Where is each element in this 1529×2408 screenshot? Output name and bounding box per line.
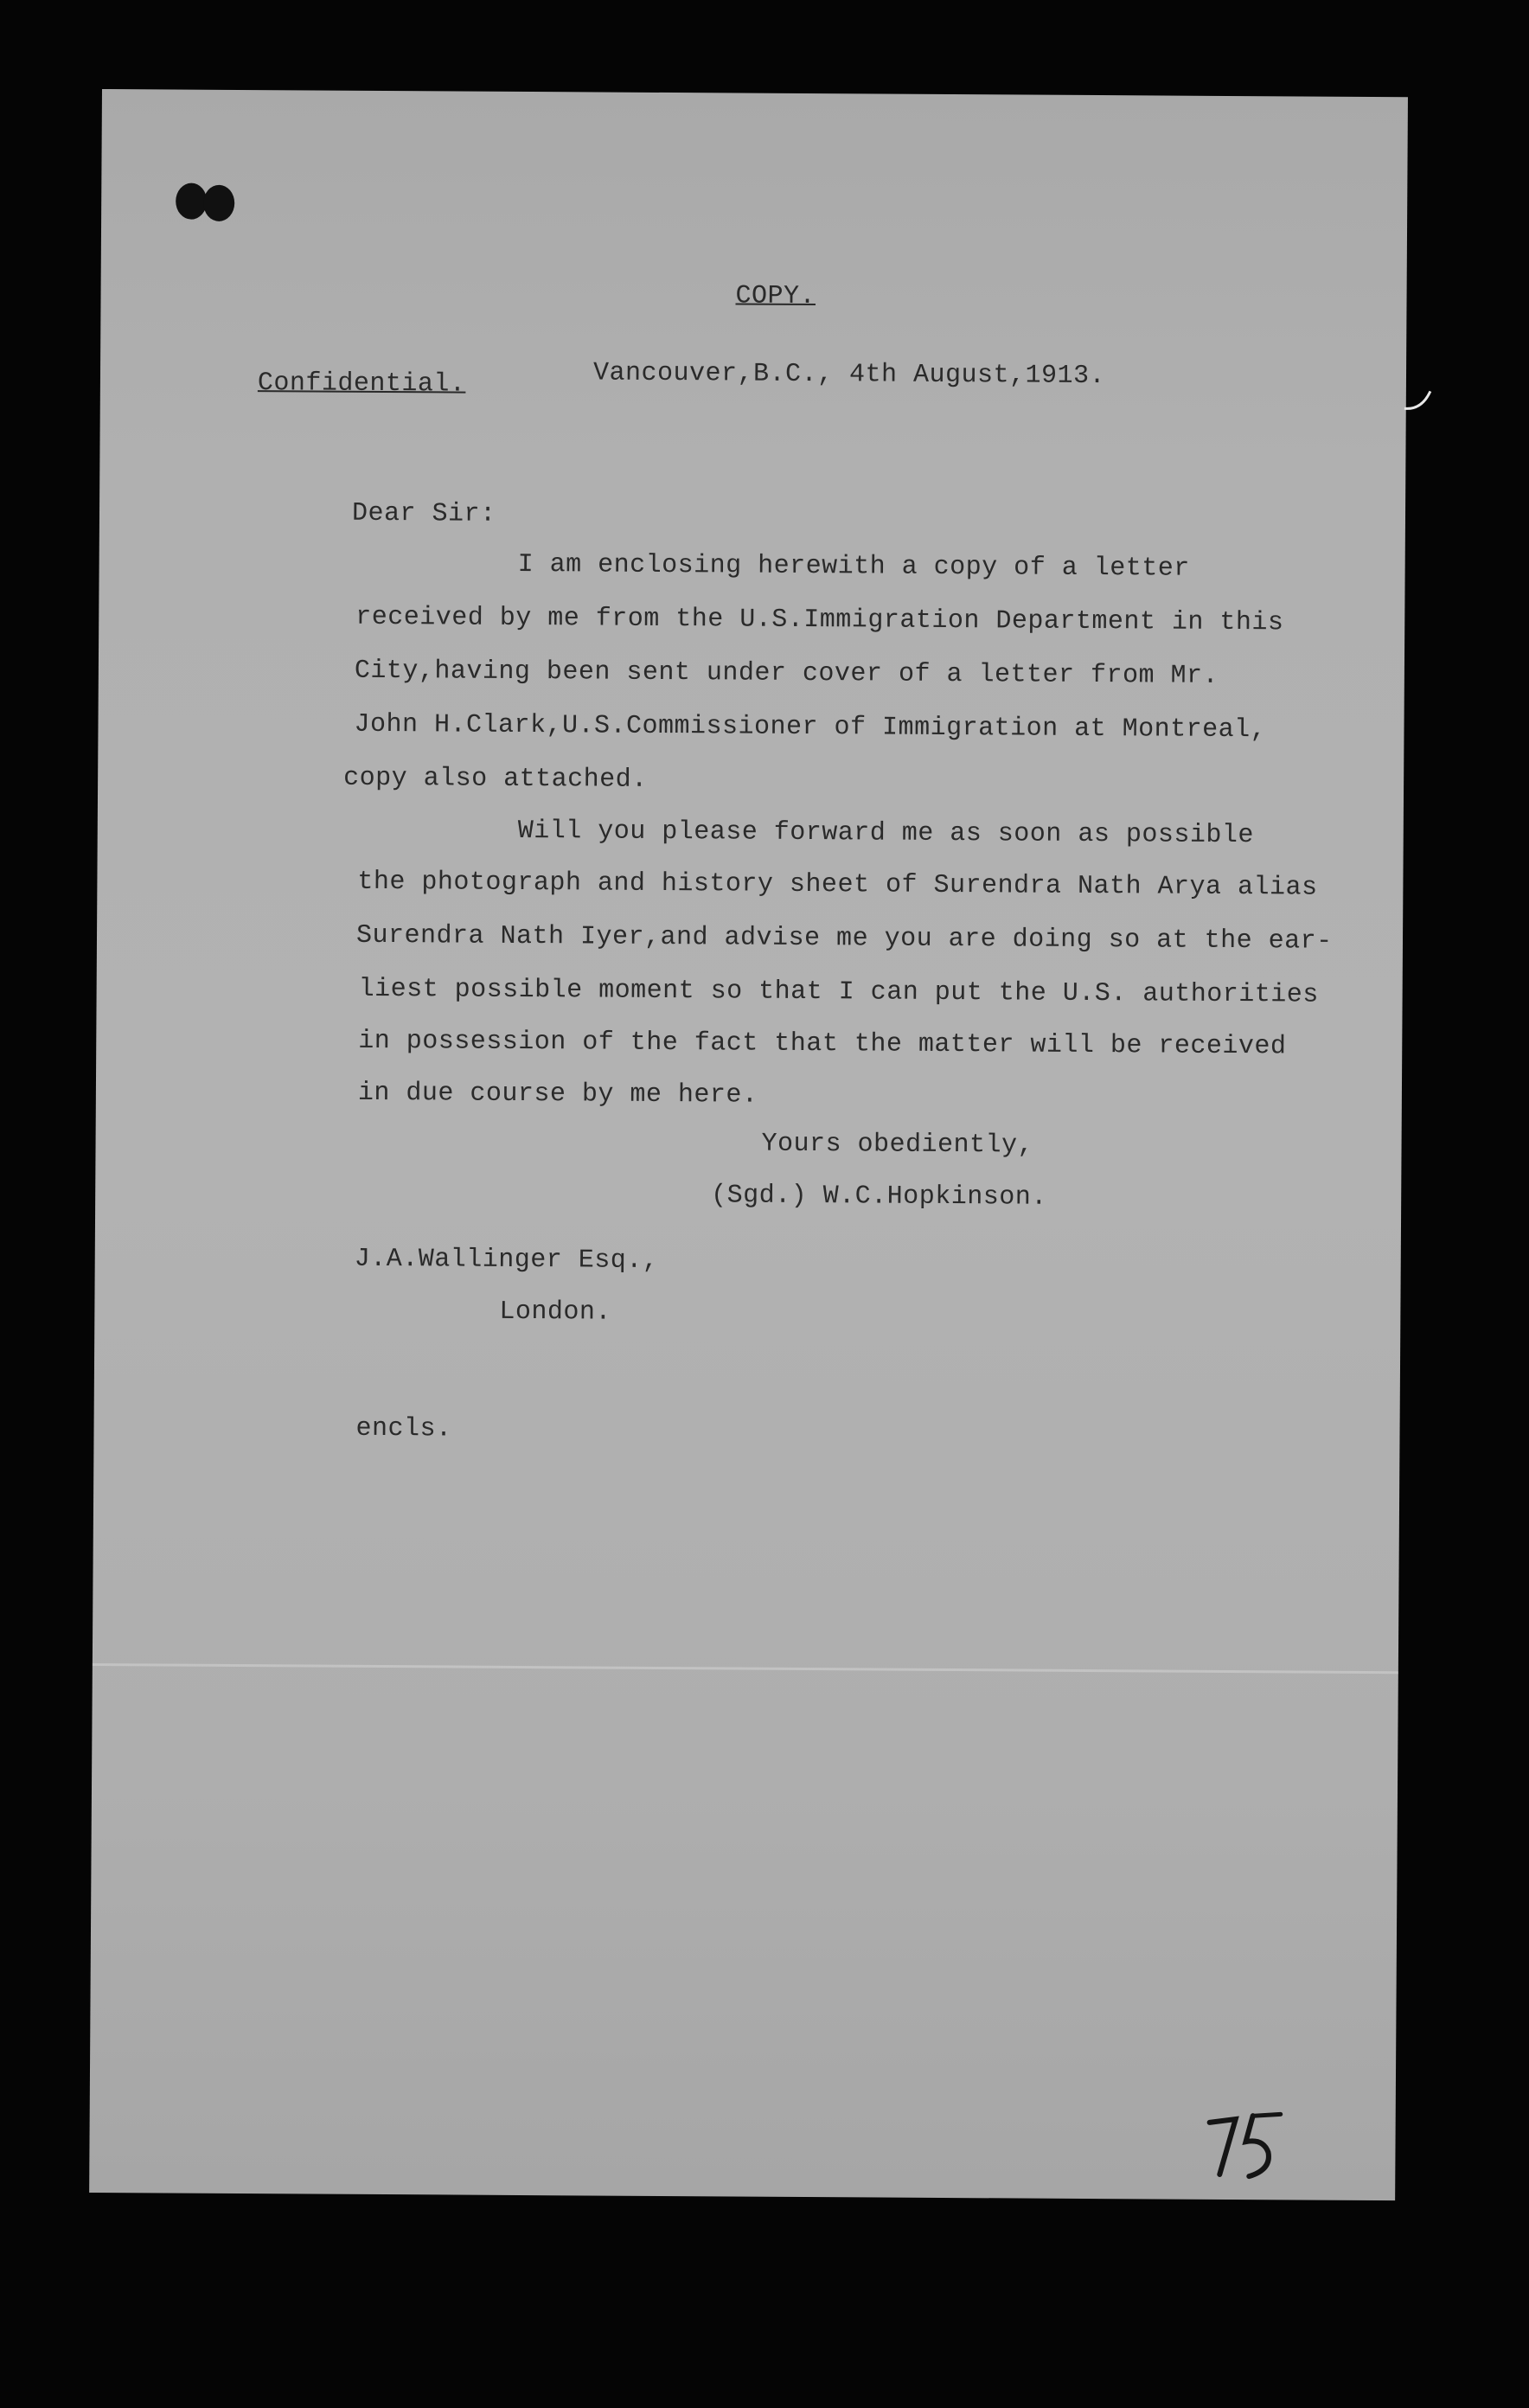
salutation: Dear Sir: bbox=[351, 498, 496, 529]
body-line: the photograph and history sheet of Surendra Nath Arya alias bbox=[357, 867, 1318, 903]
body-line: in due course by me here. bbox=[357, 1078, 758, 1111]
body-line: copy also attached. bbox=[343, 763, 648, 795]
page-curl-mark bbox=[1404, 382, 1439, 417]
document-page bbox=[89, 89, 1408, 2200]
body-line: I am enclosing herewith a copy of a letter bbox=[517, 549, 1190, 584]
place-and-date: Vancouver,B.C., 4th August,1913. bbox=[592, 358, 1106, 392]
body-line: in possession of the fact that the matter will be received bbox=[358, 1026, 1287, 1062]
addressee-name: J.A.Wallinger Esq., bbox=[354, 1244, 659, 1276]
closing: Yours obediently, bbox=[761, 1129, 1034, 1161]
body-line: Will you please forward me as soon as possible bbox=[517, 816, 1254, 851]
folio-handwriting bbox=[1200, 2107, 1296, 2186]
punch-hole-left bbox=[176, 183, 207, 220]
document-heading: COPY. bbox=[735, 281, 816, 312]
folio-number-text bbox=[1296, 2107, 1297, 2108]
body-line: City,having been sent under cover of a letter from Mr. bbox=[354, 656, 1219, 691]
body-line: John H.Clark,U.S.Commissioner of Immigration at Montreal, bbox=[354, 709, 1267, 746]
enclosures-note: encls. bbox=[355, 1413, 452, 1444]
folio-number bbox=[1200, 2107, 1296, 2186]
punch-hole-right bbox=[203, 185, 234, 221]
addressee-city: London. bbox=[499, 1297, 612, 1328]
body-line: Surendra Nath Iyer,and advise me you are doing so at the ear- bbox=[355, 920, 1333, 957]
body-line: liest possible moment so that I can put the U.S. authorities bbox=[358, 974, 1319, 1010]
classification-label: Confidential. bbox=[257, 368, 466, 400]
signature: (Sgd.) W.C.Hopkinson. bbox=[711, 1181, 1047, 1213]
body-line: received by me from the U.S.Immigration Department in this bbox=[355, 602, 1284, 638]
